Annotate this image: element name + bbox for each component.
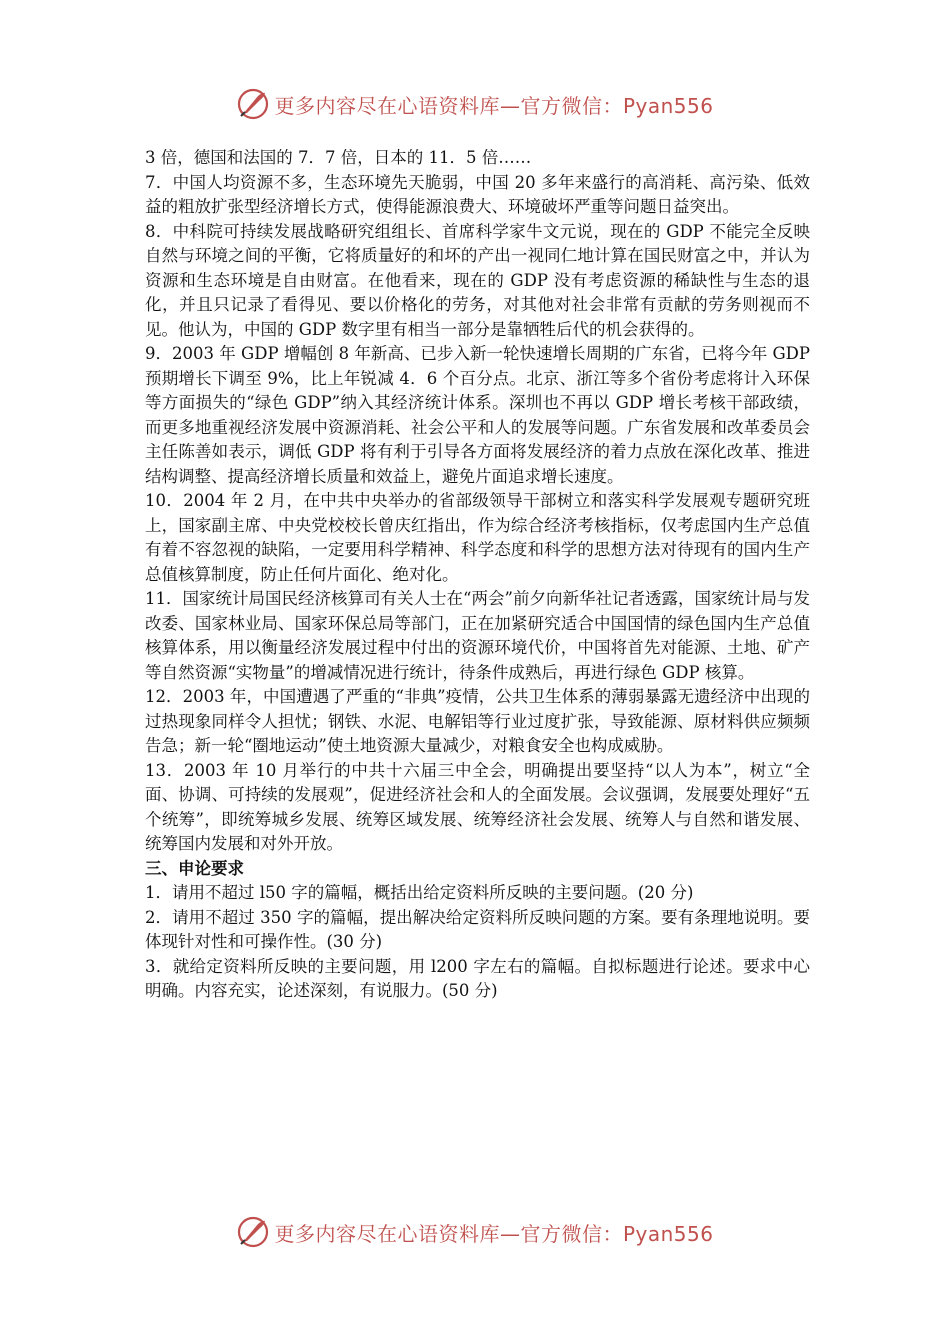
document-body [145, 146, 810, 1004]
paragraph: 12．2003 年，中国遭遇了严重的“非典”疫情，公共卫生体系的薄弱暴露无遗经济中出现的过热现象同样令人担忧；钢铁、水泥、电解铝等行业过度扩张，导致能源、原材料供应频频告急；新一轮“圈地运动”使土地资源大量减少，对粮食安全也构成威胁。 [145, 687, 810, 755]
requirement-item: 2．请用不超过 350 字的篇幅，提出解决给定资料所反映问题的方案。要有条理地说明。要体现针对性和可操作性。(30 分) [145, 907, 810, 951]
section-heading: 三、申论要求 [145, 858, 244, 878]
watermark-text: 更多内容尽在心语资料库—官方微信：Pyan556 [274, 93, 714, 118]
quill-pen-logo-icon [236, 87, 270, 121]
paragraph: 8．中科院可持续发展战略研究组组长、首席科学家牛文元说，现在的 GDP 不能完全反映自然与环境之间的平衡，它将质量好的和坏的产出一视同仁地计算在国民财富之中，并认为资源和生态环境是自由财富。在他看来，现在的 GDP 没有考虑资源的稀缺性与生态的退化，并且只记录了看得见、要以价格化的劳务，对其他对社会非常有贡献的劳务则视而不见。他认为，中国的 GDP 数字里有相当一部分是靠牺牲后代的机会获得的。 [145, 221, 810, 339]
paragraph: 10．2004 年 2 月，在中共中央举办的省部级领导干部树立和落实科学发展观专题研究班上，国家副主席、中央党校校长曾庆红指出，作为综合经济考核指标，仅考虑国内生产总值有着不容忽视的缺陷，一定要用科学精神、科学态度和科学的思想方法对待现有的国内生产总值核算制度，防止任何片面化、绝对化。 [145, 491, 810, 584]
paragraph: 7．中国人均资源不多，生态环境先天脆弱，中国 20 多年来盛行的高消耗、高污染、低效益的粗放扩张型经济增长方式，使得能源浪费大、环境破坏严重等问题日益突出。 [145, 172, 810, 216]
requirement-item: 1．请用不超过 l50 字的篇幅，概括出给定资料所反映的主要问题。(20 分) [145, 883, 694, 902]
watermark-header [0, 84, 950, 124]
watermark-footer [0, 1212, 950, 1252]
paragraph: 11．国家统计局国民经济核算司有关人士在“两会”前夕向新华社记者透露，国家统计局与发改委、国家林业局、国家环保总局等部门，正在加紧研究适合中国国情的绿色国内生产总值核算体系，用以衡量经济发展过程中付出的资源环境代价，中国将首先对能源、土地、矿产等自然资源“实物量”的增减情况进行统计，待条件成熟后，再进行绿色 GDP 核算。 [145, 589, 810, 682]
watermark-text: 更多内容尽在心语资料库—官方微信：Pyan556 [274, 1221, 714, 1246]
paragraph: 9．2003 年 GDP 增幅创 8 年新高、已步入新一轮快速增长周期的广东省，已将今年 GDP 预期增长下调至 9%，比上年锐减 4．6 个百分点。北京、浙江等多个省份考虑将计入环保等方面损失的“绿色 GDP”纳入其经济统计体系。深圳也不再以 GDP 增长考核干部政绩，而更多地重视经济发展中资源消耗、社会公平和人的发展等问题。广东省发展和改革委员会主任陈善如表示，调低 GDP 将有利于引导各方面将发展经济的着力点放在深化改革、推进结构调整、提高经济增长质量和效益上，避免片面追求增长速度。 [145, 344, 810, 486]
requirement-item: 3．就给定资料所反映的主要问题，用 l200 字左右的篇幅。自拟标题进行论述。要求中心明确。内容充实，论述深刻，有说服力。(50 分) [145, 956, 810, 1000]
paragraph: 13．2003 年 10 月举行的中共十六届三中全会，明确提出要坚持“以人为本”，树立“全面、协调、可持续的发展观”，促进经济社会和人的全面发展。会议强调，发展要处理好“五个统筹”，即统筹城乡发展、统筹区域发展、统筹经济社会发展、统筹人与自然和谐发展、统筹国内发展和对外开放。 [145, 760, 810, 853]
paragraph: 3 倍，德国和法国的 7．7 倍，日本的 11．5 倍…… [145, 148, 532, 167]
quill-pen-logo-icon [236, 1215, 270, 1249]
